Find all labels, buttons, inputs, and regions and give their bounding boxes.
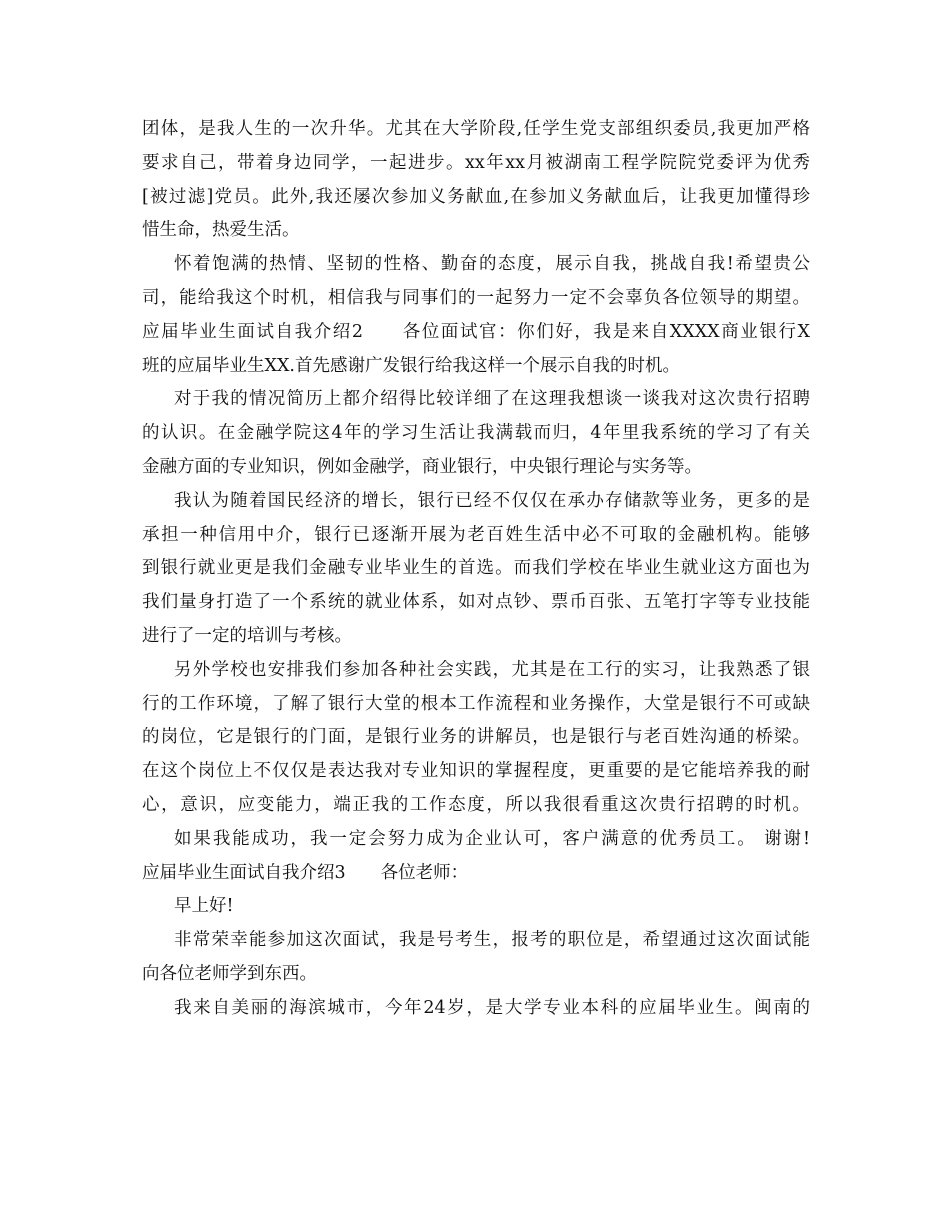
text-line: 要求自己，带着身边同学，一起进步。xx年xx月被湖南工程学院院党委评为优秀: [142, 152, 810, 173]
text-line: 金融方面的专业知识，例如金融学，商业银行，中央银行理论与实务等。: [142, 456, 702, 477]
text-line: 应届毕业生面试自我介绍3 各位老师：: [142, 862, 469, 883]
text-line: 的岗位，它是银行的门面，是银行业务的讲解员，也是银行与老百姓沟通的桥梁。: [142, 727, 810, 748]
text-line: 应届毕业生面试自我介绍2 各位面试官：你们好，我是来自XXXX商业银行X: [142, 321, 810, 342]
text-line: 司，能给我这个时机，相信我与同事们的一起努力一定不会辜负各位领导的期望。: [142, 287, 810, 308]
document-body: [142, 113, 810, 1026]
text-line: 承担一种信用中介，银行已逐渐开展为老百姓生活中必不可取的金融机构。能够: [142, 524, 810, 545]
text-line: 我来自美丽的海滨城市，今年24岁，是大学专业本科的应届毕业生。闽南的: [174, 997, 810, 1018]
text-line: 另外学校也安排我们参加各种社会实践，尤其是在工行的实习，让我熟悉了银: [174, 659, 810, 680]
text-line: 怀着饱满的热情、坚韧的性格、勤奋的态度，展示自我，挑战自我!希望贵公: [174, 254, 810, 275]
text-line: 早上好!: [174, 896, 234, 917]
text-line: 班的应届毕业生XX.首先感谢广发银行给我这样一个展示自我的时机。: [142, 355, 680, 376]
text-line: 对于我的情况简历上都介绍得比较详细了在这理我想谈一谈我对这次贵行招聘: [174, 389, 810, 410]
text-line: 非常荣幸能参加这次面试，我是号考生，报考的职位是，希望通过这次面试能: [174, 930, 810, 951]
text-line: 惜生命，热爱生活。: [142, 220, 300, 241]
text-line: 团体，是我人生的一次升华。尤其在大学阶段,任学生党支部组织委员,我更加严格: [142, 119, 810, 139]
text-line: 行的工作环境，了解了银行大堂的根本工作流程和业务操作，大堂是银行不可或缺: [142, 693, 810, 714]
text-line: 如果我能成功，我一定会努力成为企业认可，客户满意的优秀员工。 谢谢!: [174, 828, 810, 849]
text-line: 我们量身打造了一个系统的就业体系，如对点钞、票币百张、五笔打字等专业技能: [142, 592, 810, 613]
text-line: 的认识。在金融学院这4年的学习生活让我满载而归，4年里我系统的学习了有关: [142, 423, 810, 444]
text-line: 心，意识，应变能力，端正我的工作态度，所以我很看重这次贵行招聘的时机。: [142, 794, 810, 815]
text-line: [被过滤]党员。此外,我还屡次参加义务献血,在参加义务献血后，让我更加懂得珍: [142, 186, 810, 207]
text-line: 在这个岗位上不仅仅是表达我对专业知识的掌握程度，更重要的是它能培养我的耐: [142, 761, 810, 782]
text-line: 到银行就业更是我们金融专业毕业生的首选。而我们学校在毕业生就业这方面也为: [142, 558, 810, 579]
text-line: 向各位老师学到东西。: [142, 963, 317, 984]
text-line: 进行了一定的培训与考核。: [142, 625, 352, 646]
text-line: 我认为随着国民经济的增长，银行已经不仅仅在承办存储款等业务，更多的是: [174, 490, 810, 511]
